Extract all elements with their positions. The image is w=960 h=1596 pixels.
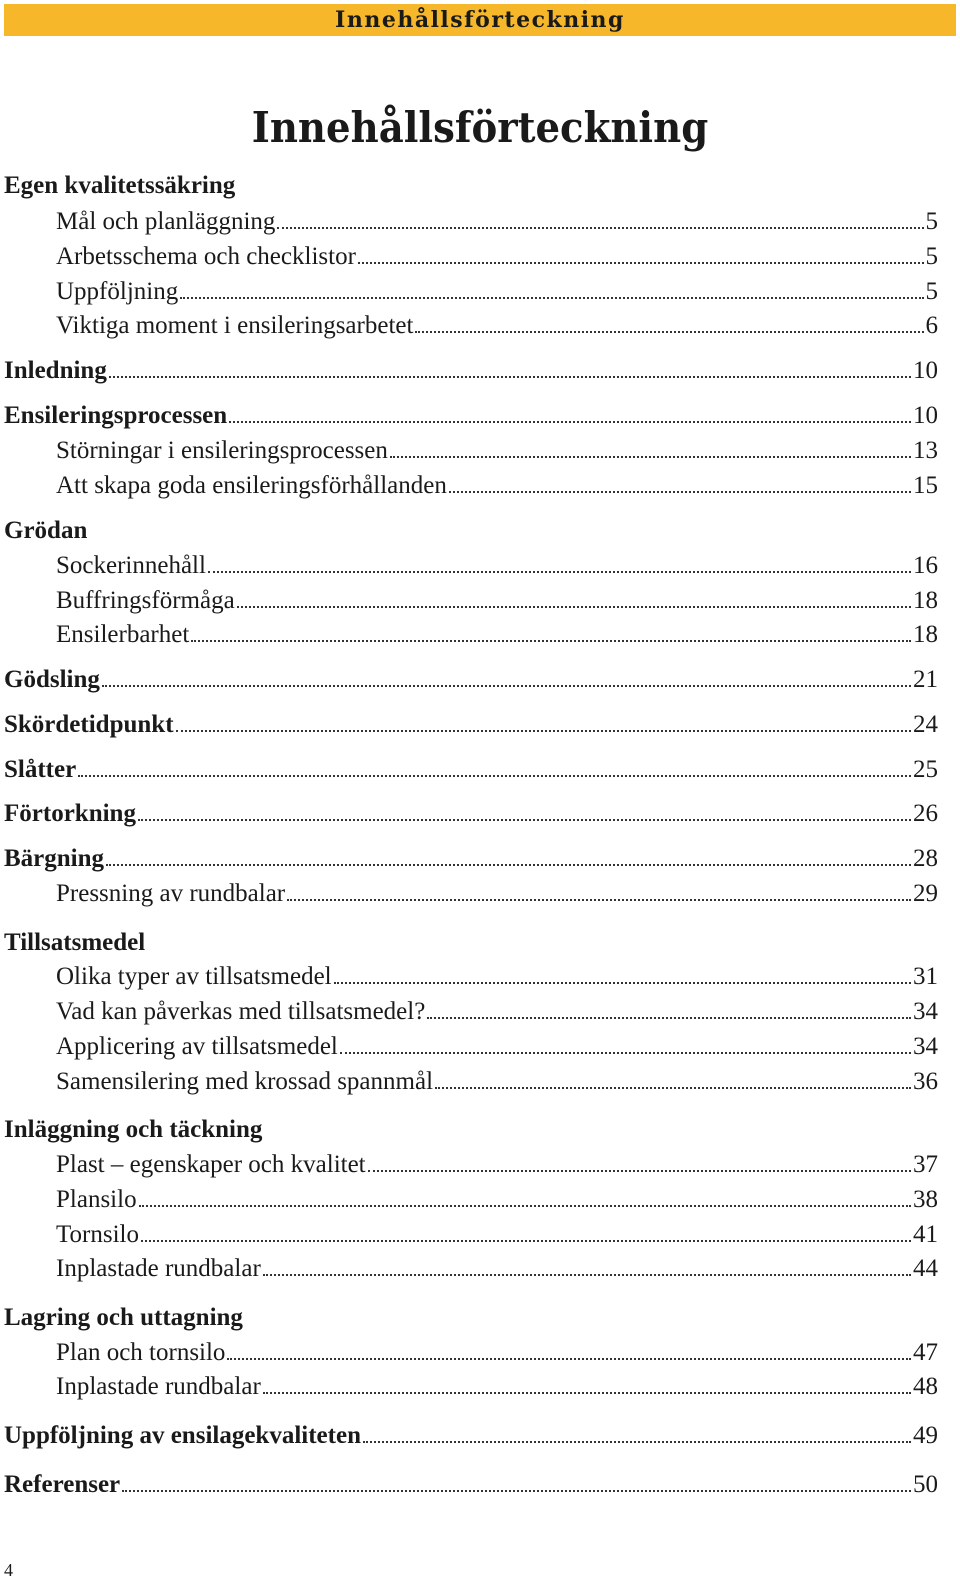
toc-leader-dots [334, 982, 911, 984]
toc-leader-dots [106, 864, 911, 866]
toc-entry[interactable] [4, 356, 938, 386]
toc-entry-page: 18 [913, 587, 938, 614]
toc-entry-label: Bärgning [4, 845, 105, 872]
toc-leader-dots [180, 297, 923, 299]
toc-leader-dots [287, 899, 911, 901]
toc-entry[interactable] [56, 551, 938, 581]
toc-leader-dots [449, 491, 911, 493]
toc-section-heading [4, 171, 938, 201]
toc-entry-page: 50 [913, 1471, 938, 1498]
toc-entry[interactable] [56, 962, 938, 992]
toc-entry-page: 48 [913, 1373, 938, 1400]
toc-entry-label: Applicering av tillsatsmedel [56, 1033, 338, 1060]
toc-entry-page: 49 [913, 1422, 938, 1449]
toc-leader-dots [141, 1240, 911, 1242]
toc-section-heading [4, 928, 938, 958]
toc-entry[interactable] [56, 436, 938, 466]
toc-entry[interactable] [56, 1150, 938, 1180]
toc-entry-page: 10 [913, 357, 938, 384]
toc-leader-dots [358, 262, 924, 264]
toc-entry[interactable] [56, 277, 938, 307]
toc-entry[interactable] [56, 311, 938, 341]
toc-entry-page: 44 [913, 1255, 938, 1282]
toc-entry[interactable] [4, 1470, 938, 1500]
toc-entry-page: 41 [913, 1221, 938, 1248]
page-title: Innehållsförteckning [251, 103, 709, 152]
toc-entry[interactable] [4, 755, 938, 785]
toc-entry[interactable] [56, 242, 938, 272]
toc-section-heading [4, 1303, 938, 1333]
toc-entry-page: 34 [913, 1033, 938, 1060]
toc-entry-label: Olika typer av tillsatsmedel [56, 963, 332, 990]
toc-leader-dots [138, 819, 911, 821]
toc-entry-label: Inplastade rundbalar [56, 1373, 261, 1400]
toc-leader-dots [368, 1170, 911, 1172]
toc-entry[interactable] [4, 844, 938, 874]
toc-entry-label: Lagring och uttagning [4, 1304, 243, 1331]
toc-entry-page: 25 [913, 756, 938, 783]
toc-entry[interactable] [56, 471, 938, 501]
toc-entry-label: Inledning [4, 357, 107, 384]
toc-entry-label: Förtorkning [4, 800, 136, 827]
toc-entry-label: Störningar i ensileringsprocessen [56, 437, 388, 464]
toc-leader-dots [227, 1358, 911, 1360]
toc-leader-dots [191, 640, 911, 642]
toc-leader-dots [263, 1392, 911, 1394]
toc-entry-page: 16 [913, 552, 938, 579]
toc-entry-label: Tillsatsmedel [4, 929, 146, 956]
toc-entry-page: 15 [913, 472, 938, 499]
toc-entry-page: 5 [925, 208, 938, 235]
toc-entry[interactable] [4, 1421, 938, 1451]
toc-entry[interactable] [4, 665, 938, 695]
toc-entry[interactable] [56, 1067, 938, 1097]
toc-leader-dots [229, 421, 911, 423]
toc-entry-page: 47 [913, 1339, 938, 1366]
toc-entry-label: Plast – egenskaper och kvalitet [56, 1151, 366, 1178]
toc-entry[interactable] [56, 586, 938, 616]
toc-entry-page: 34 [913, 998, 938, 1025]
toc-entry-page: 13 [913, 437, 938, 464]
toc-entry-label: Vad kan påverkas med tillsatsmedel? [56, 998, 426, 1025]
toc-section-heading [4, 1115, 938, 1145]
toc-leader-dots [109, 376, 911, 378]
toc-entry-page: 6 [925, 312, 938, 339]
toc-entry[interactable] [56, 620, 938, 650]
toc-entry-label: Egen kvalitetssäkring [4, 172, 236, 199]
toc-entry-page: 29 [913, 880, 938, 907]
toc-entry-page: 5 [925, 243, 938, 270]
toc-entry-label: Arbetsschema och checklistor [56, 243, 356, 270]
toc-entry-label: Uppföljning av ensilagekvaliteten [4, 1422, 361, 1449]
toc-entry-label: Plansilo [56, 1186, 137, 1213]
toc-entry[interactable] [56, 1032, 938, 1062]
toc-entry-label: Viktiga moment i ensileringsarbetet [56, 312, 414, 339]
toc-entry-label: Sockerinnehåll [56, 552, 206, 579]
toc-entry-page: 28 [913, 845, 938, 872]
toc-entry[interactable] [56, 879, 938, 909]
toc-leader-dots [363, 1441, 911, 1443]
toc-leader-dots [390, 456, 911, 458]
toc-leader-dots [102, 685, 911, 687]
toc-entry[interactable] [4, 710, 938, 740]
toc-entry-page: 5 [925, 278, 938, 305]
page-number: 4 [4, 1560, 13, 1580]
toc-entry-label: Inläggning och täckning [4, 1116, 263, 1143]
toc-leader-dots [78, 775, 911, 777]
toc-entry-label: Ensileringsprocessen [4, 402, 228, 429]
toc-entry-label: Grödan [4, 517, 88, 544]
toc-leader-dots [122, 1490, 911, 1492]
toc-entry-label: Gödsling [4, 666, 100, 693]
toc-leader-dots [176, 730, 911, 732]
toc-entry-page: 31 [913, 963, 938, 990]
toc-entry[interactable] [56, 1372, 938, 1402]
toc-leader-dots [208, 571, 911, 573]
toc-leader-dots [263, 1274, 911, 1276]
toc-entry-page: 21 [913, 666, 938, 693]
header-band-title: Innehållsförteckning [335, 7, 625, 33]
toc-entry[interactable] [4, 799, 938, 829]
toc-entry-label: Samensilering med krossad spannmål [56, 1068, 434, 1095]
toc-entry-page: 26 [913, 800, 938, 827]
toc-entry-page: 38 [913, 1186, 938, 1213]
toc-entry-label: Mål och planläggning [56, 208, 276, 235]
toc-entry-page: 37 [913, 1151, 938, 1178]
toc-entry-page: 10 [913, 402, 938, 429]
toc-leader-dots [427, 1017, 911, 1019]
toc-entry-label: Plan och tornsilo [56, 1339, 226, 1366]
toc-entry[interactable] [56, 1338, 938, 1368]
toc-leader-dots [340, 1052, 911, 1054]
toc-leader-dots [237, 606, 911, 608]
toc-entry-label: Pressning av rundbalar [56, 880, 286, 907]
toc-entry-label: Skördetidpunkt [4, 711, 174, 738]
toc-entry[interactable] [56, 1185, 938, 1215]
toc-entry[interactable] [56, 1220, 938, 1250]
toc-entry-page: 18 [913, 621, 938, 648]
toc-entry[interactable] [56, 207, 938, 237]
toc-leader-dots [277, 227, 923, 229]
toc-entry-page: 24 [913, 711, 938, 738]
toc-entry-label: Tornsilo [56, 1221, 139, 1248]
toc-entry-label: Att skapa goda ensileringsförhållanden [56, 472, 447, 499]
toc-entry-label: Referenser [4, 1471, 121, 1498]
toc-entry-label: Slåtter [4, 756, 77, 783]
toc-entry[interactable] [4, 401, 938, 431]
toc-entry-label: Inplastade rundbalar [56, 1255, 261, 1282]
header-band [4, 4, 956, 36]
toc-entry-page: 36 [913, 1068, 938, 1095]
toc-section-heading [4, 516, 938, 546]
toc-entry[interactable] [56, 1254, 938, 1284]
toc-entry-label: Uppföljning [56, 278, 179, 305]
toc-leader-dots [139, 1205, 911, 1207]
toc-leader-dots [435, 1087, 911, 1089]
toc-entry[interactable] [56, 997, 938, 1027]
toc-leader-dots [415, 331, 923, 333]
toc-entry-label: Buffringsförmåga [56, 587, 235, 614]
toc-entry-label: Ensilerbarhet [56, 621, 190, 648]
